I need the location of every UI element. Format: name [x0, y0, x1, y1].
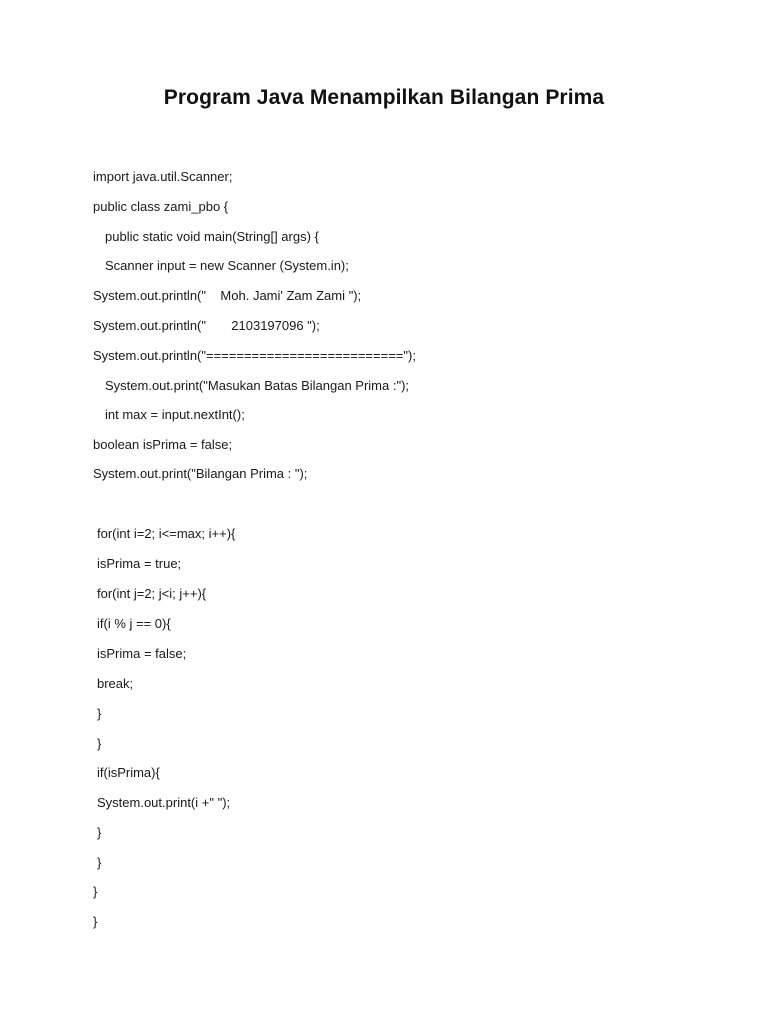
code-line: System.out.println("=========================="); — [93, 348, 416, 363]
code-line: } — [97, 825, 102, 840]
code-line: } — [93, 914, 98, 929]
code-line: isPrima = true; — [97, 556, 182, 571]
code-line: for(int i=2; i<=max; i++){ — [97, 526, 236, 541]
code-line: if(i % j == 0){ — [97, 616, 171, 631]
code-line: public static void main(String[] args) { — [105, 229, 319, 244]
code-line: System.out.print("Masukan Batas Bilangan Prima :"); — [105, 378, 410, 393]
code-line: int max = input.nextInt(); — [105, 407, 245, 422]
code-line: if(isPrima){ — [97, 765, 160, 780]
code-line: } — [97, 855, 102, 870]
code-line: } — [97, 706, 102, 721]
code-line: isPrima = false; — [97, 646, 187, 661]
code-line: System.out.println(" Moh. Jami' Zam Zami "); — [93, 288, 362, 303]
code-line: import java.util.Scanner; — [93, 169, 233, 184]
code-line: public class zami_pbo { — [93, 199, 229, 214]
code-line: } — [93, 884, 98, 899]
code-line: System.out.print("Bilangan Prima : "); — [93, 466, 308, 481]
code-line: boolean isPrima = false; — [93, 437, 233, 452]
code-line: System.out.print(i +" "); — [97, 795, 231, 810]
code-line: for(int j=2; j<i; j++){ — [97, 586, 207, 601]
document-title: Program Java Menampilkan Bilangan Prima — [163, 86, 605, 109]
code-line: break; — [97, 676, 134, 691]
code-line: } — [97, 736, 102, 751]
code-line: System.out.println(" 2103197096 "); — [93, 318, 320, 333]
code-line: Scanner input = new Scanner (System.in); — [105, 258, 349, 273]
